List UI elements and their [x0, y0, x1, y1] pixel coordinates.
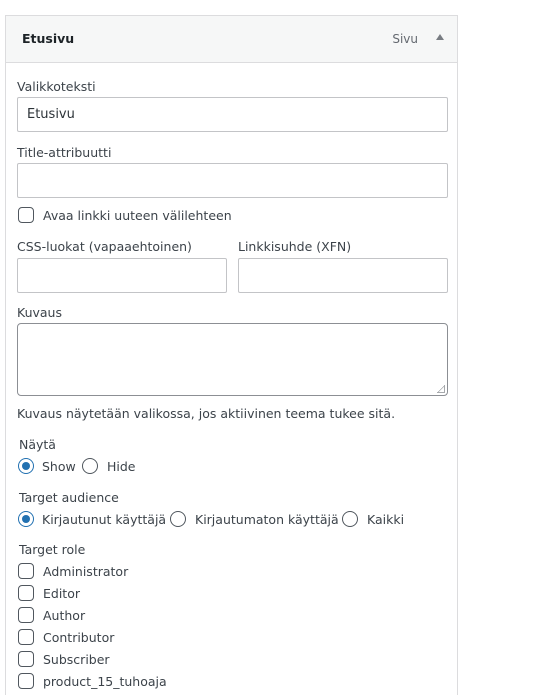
description-label: Kuvaus [17, 305, 62, 320]
role-label: Editor [43, 586, 80, 601]
visibility-hide-radio[interactable] [82, 458, 98, 474]
audience-logged-in-radio[interactable] [18, 511, 34, 527]
menu-item-header[interactable] [6, 16, 457, 63]
role-checkbox[interactable] [18, 629, 34, 645]
nav-label-input[interactable] [17, 97, 448, 132]
role-label: Contributor [43, 630, 115, 645]
role-checkbox[interactable] [18, 651, 34, 667]
audience-all-radio[interactable] [342, 511, 358, 527]
role-checkbox[interactable] [18, 563, 34, 579]
new-tab-label: Avaa linkki uuteen välilehteen [43, 208, 232, 223]
menu-item-title: Etusivu [22, 31, 75, 46]
title-attribute-input[interactable] [17, 163, 448, 198]
description-help-text: Kuvaus näytetään valikossa, jos aktiivinen teema tukee sitä. [17, 406, 396, 421]
css-classes-input[interactable] [17, 258, 227, 293]
menu-item-type: Sivu [392, 32, 418, 46]
visibility-show-label: Show [42, 459, 76, 474]
xfn-input[interactable] [238, 258, 448, 293]
role-label: Subscriber [43, 652, 110, 667]
visibility-show-radio[interactable] [18, 458, 34, 474]
css-classes-label: CSS-luokat (vapaaehtoinen) [17, 239, 192, 254]
audience-logged-out-label: Kirjautumaton käyttäjä [195, 512, 339, 527]
audience-all-label: Kaikki [367, 512, 405, 527]
audience-logged-out-radio[interactable] [170, 511, 186, 527]
role-label: Administrator [43, 564, 129, 579]
role-label: product_15_tuhoaja [43, 674, 167, 689]
collapse-arrow-icon[interactable] [436, 34, 444, 40]
role-checkbox[interactable] [18, 585, 34, 601]
title-attribute-label: Title-attribuutti [17, 145, 112, 160]
resize-grip-icon[interactable] [437, 385, 445, 393]
xfn-label: Linkkisuhde (XFN) [238, 239, 352, 254]
visibility-label: Näytä [19, 437, 56, 452]
nav-label-label: Valikkoteksti [17, 79, 96, 94]
target-role-label: Target role [19, 542, 86, 557]
new-tab-checkbox[interactable] [18, 207, 34, 223]
role-label: Author [43, 608, 86, 623]
visibility-hide-label: Hide [107, 459, 136, 474]
role-checkbox[interactable] [18, 673, 34, 689]
audience-logged-in-label: Kirjautunut käyttäjä [42, 512, 167, 527]
description-textarea[interactable] [17, 323, 448, 396]
target-audience-label: Target audience [19, 490, 119, 505]
role-checkbox[interactable] [18, 607, 34, 623]
